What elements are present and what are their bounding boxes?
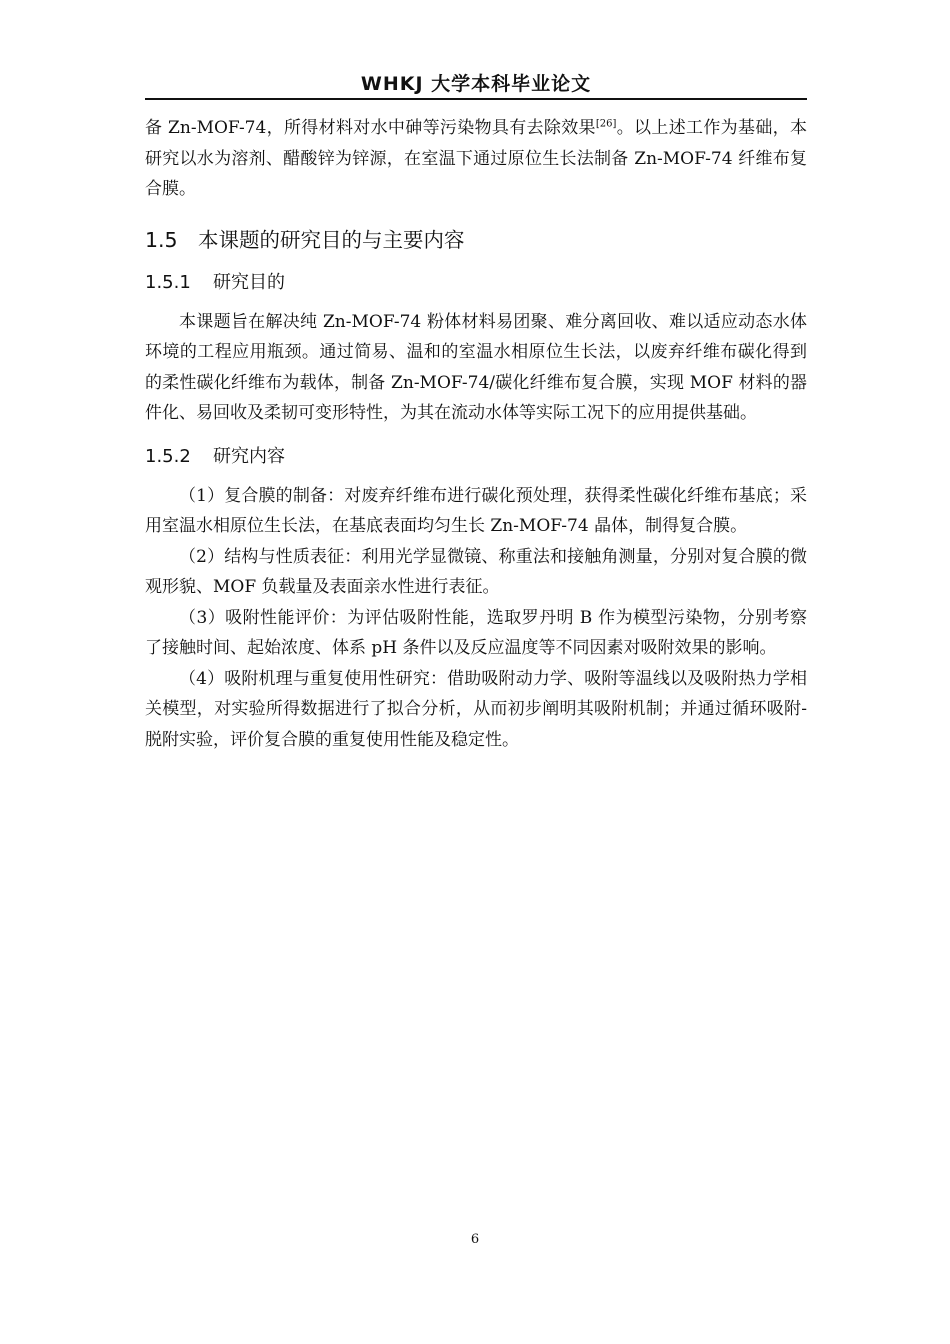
- research-content-item: （2）结构与性质表征：利用光学显微镜、称重法和接触角测量，分别对复合膜的微观形貌、MOF 负载量及表面亲水性进行表征。: [145, 546, 807, 597]
- section-title: 本课题的研究目的与主要内容: [198, 227, 465, 252]
- section-number: 1.5: [145, 227, 178, 252]
- subsection-title: 研究内容: [213, 445, 285, 467]
- subsection-title: 研究目的: [213, 271, 285, 293]
- intro-paragraph: [145, 113, 807, 205]
- header-rule: [145, 98, 807, 100]
- citation-ref: [26]: [595, 118, 617, 130]
- research-content-item: （4）吸附机理与重复使用性研究：借助吸附动力学、吸附等温线以及吸附热力学相关模型，对实验所得数据进行了拟合分析，从而初步阐明其吸附机制；并通过循环吸附-脱附实验，评价复合膜的重复使用性能及稳定性。: [145, 668, 807, 750]
- research-content-item: （1）复合膜的制备：对废弃纤维布进行碳化预处理，获得柔性碳化纤维布基底；采用室温水相原位生长法，在基底表面均匀生长 Zn-MOF-74 晶体，制得复合膜。: [145, 485, 807, 536]
- page-content: [145, 113, 807, 755]
- page-number: 6: [470, 1232, 480, 1247]
- subsection-heading-1-5-2: [145, 443, 807, 471]
- research-content-item: （3）吸附性能评价：为评估吸附性能，选取罗丹明 B 作为模型污染物，分别考察了接触时间、起始浓度、体系 pH 条件以及反应温度等不同因素对吸附效果的影响。: [145, 607, 807, 658]
- subsection-heading-1-5-1: [145, 269, 807, 297]
- section-heading-1-5: [145, 225, 807, 255]
- subsection-number: 1.5.2: [145, 445, 191, 467]
- research-purpose-paragraph: 本课题旨在解决纯 Zn-MOF-74 粉体材料易团聚、难分离回收、难以适应动态水体环境的工程应用瓶颈。通过简易、温和的室温水相原位生长法，以废弃纤维布碳化得到的柔性碳化纤维布为载体，制备 Zn-MOF-74/碳化纤维布复合膜，实现 MOF 材料的器件化、易回收及柔韧可变形特性，为其在流动水体等实际工况下的应用提供基础。: [145, 311, 807, 423]
- page-header-title: WHKJ 大学本科毕业论文: [360, 73, 592, 95]
- intro-text-start: 备 Zn-MOF-74，所得材料对水中砷等污染物具有去除效果: [145, 118, 596, 138]
- subsection-number: 1.5.1: [145, 271, 191, 293]
- intro-text-end: 。以上述工作为基础，本研究以水为溶剂、醋酸锌为锌源，在室温下通过原位生长法制备 Zn-MOF-74 纤维布复合膜。: [145, 118, 807, 199]
